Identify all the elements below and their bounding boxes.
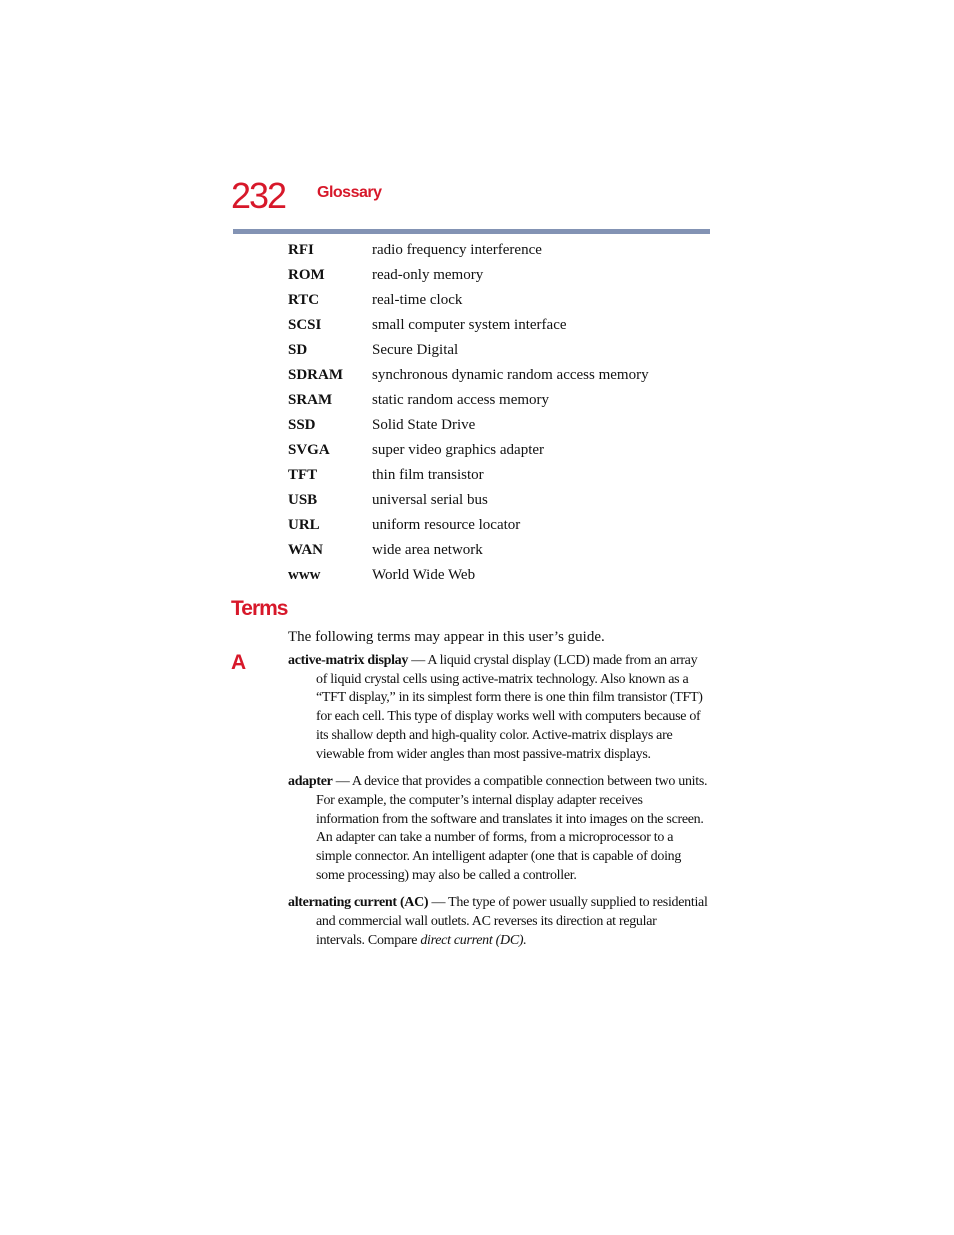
abbreviation-row <box>288 438 718 463</box>
term-definition: — A liquid crystal display (LCD) made from an array of liquid crystal cells using active-matrix technology. Also known as a “TFT display,” in its simplest form there is one thin film transistor (TFT) for each cell. This type of display works well with computers because of its shallow depth and high-quality color. Active-matrix displays are viewable from wider angles than most passive-matrix displays. <box>316 653 703 762</box>
abbreviation-meaning: universal serial bus <box>372 492 488 508</box>
term-cross-reference[interactable]: direct current (DC). <box>420 932 527 948</box>
abbreviation-meaning: super video graphics adapter <box>372 442 545 458</box>
abbreviation-code: WAN <box>288 542 324 558</box>
term-name: alternating current (AC) <box>288 895 429 911</box>
abbreviation-code: TFT <box>288 467 318 483</box>
abbreviation-row <box>288 363 718 388</box>
abbreviation-code: SD <box>288 342 308 358</box>
glossary-term <box>288 894 708 950</box>
term-name: active-matrix display <box>288 653 409 668</box>
abbreviation-meaning: thin film transistor <box>372 467 484 483</box>
letter-marker: A <box>231 651 247 674</box>
abbreviation-code: RTC <box>288 292 320 308</box>
abbreviation-meaning: World Wide Web <box>372 567 476 583</box>
abbreviation-row <box>288 388 718 413</box>
abbreviation-list <box>288 238 718 588</box>
abbreviation-row <box>288 288 718 313</box>
terms-heading: Terms <box>231 597 288 620</box>
abbreviation-code: SSD <box>288 417 316 433</box>
abbreviation-meaning: wide area network <box>372 542 483 558</box>
abbreviation-code: ROM <box>288 267 325 283</box>
abbreviation-meaning: read-only memory <box>372 267 484 283</box>
abbreviation-meaning: static random access memory <box>372 392 550 408</box>
abbreviation-meaning: radio frequency interference <box>372 242 542 258</box>
abbreviation-row <box>288 463 718 488</box>
abbreviation-meaning: small computer system interface <box>372 317 567 333</box>
abbreviation-row <box>288 563 718 588</box>
abbreviation-code: SCSI <box>288 317 322 333</box>
abbreviation-meaning: synchronous dynamic random access memory <box>372 367 649 383</box>
glossary-term <box>288 652 708 764</box>
abbreviation-meaning: Secure Digital <box>372 342 459 358</box>
abbreviation-meaning: real-time clock <box>372 292 463 308</box>
abbreviation-code: RFI <box>288 242 314 258</box>
terms-intro: The following terms may appear in this user’s guide. <box>288 629 605 645</box>
abbreviation-meaning: Solid State Drive <box>372 417 476 433</box>
abbreviation-row <box>288 313 718 338</box>
abbreviation-row <box>288 263 718 288</box>
abbreviation-code: SDRAM <box>288 367 343 383</box>
term-definition: — The type of power usually supplied to residential and commercial wall outlets. AC reverses its direction at regular intervals. Compare <box>316 895 708 948</box>
abbreviation-code: URL <box>288 517 320 533</box>
abbreviation-code: www <box>288 567 321 583</box>
abbreviation-meaning: uniform resource locator <box>372 517 521 533</box>
abbreviation-row <box>288 513 718 538</box>
glossary-term <box>288 773 708 885</box>
abbreviation-code: SVGA <box>288 442 330 458</box>
abbreviation-row <box>288 488 718 513</box>
abbreviation-code: SRAM <box>288 392 333 408</box>
abbreviation-row <box>288 538 718 563</box>
term-definition: — A device that provides a compatible connection between two units. For example, the computer’s internal display adapter receives information from the software and translates it into images on the screen. An adapter can take a number of forms, from a microprocessor to a simple connector. An intelligent adapter (one that is capable of doing some processing) may also be called a controller. <box>316 774 708 883</box>
term-name: adapter <box>288 774 333 790</box>
header-rule <box>233 229 710 234</box>
page-number: 232 <box>231 175 286 216</box>
terms-list <box>288 652 708 960</box>
abbreviation-row <box>288 238 718 263</box>
abbreviation-row <box>288 413 718 438</box>
section-title: Glossary <box>317 184 382 201</box>
abbreviation-code: USB <box>288 492 318 508</box>
abbreviation-row <box>288 338 718 363</box>
